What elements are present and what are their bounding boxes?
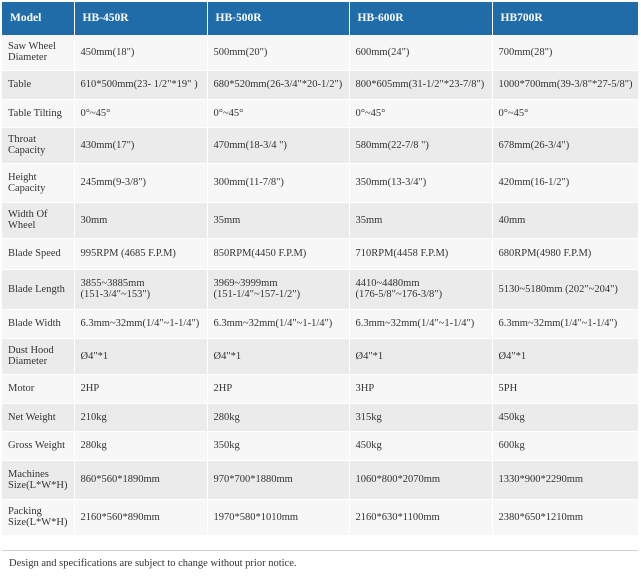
row-label: Throat Capacity: [2, 127, 74, 163]
table-cell: 710RPM(4458 F.P.M): [349, 238, 492, 269]
table-cell: 6.3mm~32mm(1/4"~1-1/4"): [492, 309, 638, 338]
table-row: [2, 460, 638, 499]
table-cell: 315kg: [349, 403, 492, 431]
table-cell: 5130~5180mm (202"~204"): [492, 269, 638, 309]
table-cell: 500mm(20"): [207, 35, 349, 70]
table-cell: 1000*700mm(39-3/8"*27-5/8"): [492, 70, 638, 99]
table-cell: 2160*630*1100mm: [349, 499, 492, 535]
row-label: Table Tilting: [2, 99, 74, 127]
table-cell: 2HP: [74, 374, 207, 403]
table-cell: 1970*580*1010mm: [207, 499, 349, 535]
header-cell-hb450r: HB-450R: [74, 2, 207, 35]
table-row: [2, 202, 638, 238]
table-cell: 420mm(16-1/2"): [492, 163, 638, 202]
table-row: [2, 309, 638, 338]
table-cell: Ø4"*1: [207, 338, 349, 374]
specification-table: [2, 2, 639, 536]
row-label: Saw Wheel Diameter: [2, 35, 74, 70]
table-cell: 450kg: [492, 403, 638, 431]
table-row: [2, 35, 638, 70]
table-cell: 280kg: [74, 431, 207, 460]
table-cell: 450kg: [349, 431, 492, 460]
table-row: [2, 499, 638, 535]
table-cell: 35mm: [349, 202, 492, 238]
table-cell: 350kg: [207, 431, 349, 460]
table-header-row: [2, 2, 638, 35]
row-label: Table: [2, 70, 74, 99]
table-cell: 678mm(26-3/4"): [492, 127, 638, 163]
table-cell: 580mm(22-7/8 "): [349, 127, 492, 163]
table-cell: 0°~45°: [74, 99, 207, 127]
table-cell: 850RPM(4450 F.P.M): [207, 238, 349, 269]
table-cell: 6.3mm~32mm(1/4"~1-1/4"): [207, 309, 349, 338]
table-cell: 5PH: [492, 374, 638, 403]
row-label: Blade Speed: [2, 238, 74, 269]
table-cell: 2160*560*890mm: [74, 499, 207, 535]
table-cell: 3HP: [349, 374, 492, 403]
table-cell: 4410~4480mm (176-5/8"~176-3/8"): [349, 269, 492, 309]
table-cell: Ø4"*1: [74, 338, 207, 374]
row-label: Gross Weight: [2, 431, 74, 460]
table-row: [2, 431, 638, 460]
table-cell: 1060*800*2070mm: [349, 460, 492, 499]
row-label: Dust Hood Diameter: [2, 338, 74, 374]
table-cell: 245mm(9-3/8"): [74, 163, 207, 202]
table-cell: Ø4"*1: [349, 338, 492, 374]
header-cell-hb500r: HB-500R: [207, 2, 349, 35]
table-cell: 600mm(24"): [349, 35, 492, 70]
table-cell: 350mm(13-3/4"): [349, 163, 492, 202]
table-row: [2, 99, 638, 127]
row-label: Width Of Wheel: [2, 202, 74, 238]
row-label: Motor: [2, 374, 74, 403]
table-cell: 3855~3885mm (151-3/4"~153"): [74, 269, 207, 309]
table-row: [2, 238, 638, 269]
table-row: [2, 127, 638, 163]
table-row: [2, 338, 638, 374]
row-label: Net Weight: [2, 403, 74, 431]
table-body: [2, 35, 638, 535]
table-cell: 40mm: [492, 202, 638, 238]
table-cell: 300mm(11-7/8"): [207, 163, 349, 202]
table-cell: 0°~45°: [207, 99, 349, 127]
table-cell: 3969~3999mm (151-1/4"~157-1/2"): [207, 269, 349, 309]
table-row: [2, 269, 638, 309]
table-cell: 610*500mm(23- 1/2"*19" ): [74, 70, 207, 99]
table-cell: 0°~45°: [349, 99, 492, 127]
table-row: [2, 163, 638, 202]
header-cell-hb600r: HB-600R: [349, 2, 492, 35]
table-cell: 280kg: [207, 403, 349, 431]
table-cell: 6.3mm~32mm(1/4"~1-1/4"): [74, 309, 207, 338]
header-cell-hb700r: HB700R: [492, 2, 638, 35]
table-row: [2, 374, 638, 403]
table-cell: 30mm: [74, 202, 207, 238]
row-label: Blade Length: [2, 269, 74, 309]
table-cell: 35mm: [207, 202, 349, 238]
table-cell: 2HP: [207, 374, 349, 403]
table-cell: 700mm(28"): [492, 35, 638, 70]
table-cell: 800*605mm(31-1/2"*23-7/8"): [349, 70, 492, 99]
row-label: Packing Size(L*W*H): [2, 499, 74, 535]
table-cell: 860*560*1890mm: [74, 460, 207, 499]
table-cell: 680RPM(4980 F.P.M): [492, 238, 638, 269]
table-cell: 970*700*1880mm: [207, 460, 349, 499]
table-cell: 470mm(18-3/4 "): [207, 127, 349, 163]
row-label: Height Capacity: [2, 163, 74, 202]
table-cell: 995RPM (4685 F.P.M): [74, 238, 207, 269]
table-cell: 2380*650*1210mm: [492, 499, 638, 535]
table-cell: 450mm(18"): [74, 35, 207, 70]
table-cell: Ø4"*1: [492, 338, 638, 374]
table-row: [2, 403, 638, 431]
table-row: [2, 70, 638, 99]
table-cell: 430mm(17"): [74, 127, 207, 163]
header-cell-model: Model: [2, 2, 74, 35]
table-cell: 0°~45°: [492, 99, 638, 127]
table-cell: 210kg: [74, 403, 207, 431]
row-label: Blade Width: [2, 309, 74, 338]
divider: [2, 550, 638, 551]
table-cell: 600kg: [492, 431, 638, 460]
disclaimer-note: Design and specifications are subject to change without prior notice.: [9, 558, 297, 569]
table-cell: 6.3mm~32mm(1/4"~1-1/4"): [349, 309, 492, 338]
row-label: Machines Size(L*W*H): [2, 460, 74, 499]
table-cell: 1330*900*2290mm: [492, 460, 638, 499]
table-cell: 680*520mm(26-3/4"*20-1/2"): [207, 70, 349, 99]
